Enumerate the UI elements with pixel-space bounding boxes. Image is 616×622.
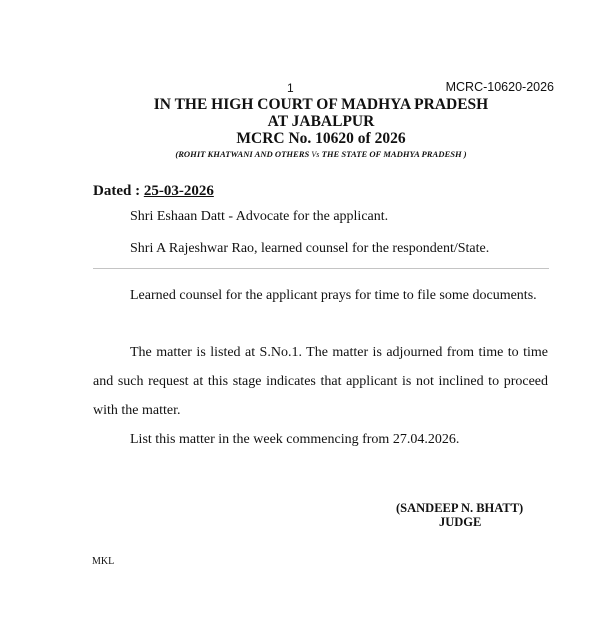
appearance-respondent: Shri A Rajeshwar Rao, learned counsel for the respondent/State. — [130, 241, 490, 256]
court-name: IN THE HIGH COURT OF MADHYA PRADESH — [153, 96, 489, 113]
appearance-applicant: Shri Eshaan Datt - Advocate for the applicant. — [130, 209, 389, 224]
parties-versus: Vs — [311, 150, 320, 159]
parties-line — [0, 149, 616, 159]
case-number: MCRC No. 10620 of 2026 — [236, 130, 406, 147]
order-paragraph: Learned counsel for the applicant prays for time to file some documents. — [130, 288, 537, 303]
page-number: 1 — [287, 81, 294, 95]
parties-petitioner: (ROHIT KHATWANI AND OTHERS — [175, 149, 312, 159]
order-paragraph: The matter is listed at S.No.1. The matter is adjourned from time to time and such request at this stage indicates that applicant is not inclined to proceed with the matter. — [93, 345, 548, 418]
divider — [93, 268, 549, 269]
judge-title: JUDGE — [439, 515, 482, 529]
dated-label: Dated : — [93, 183, 144, 199]
order-date: 25-03-2026 — [143, 183, 214, 199]
case-reference: MCRC-10620-2026 — [445, 80, 554, 94]
order-paragraph: List this matter in the week commencing from 27.04.2026. — [130, 432, 460, 447]
order-date-line — [93, 183, 214, 200]
typist-initials: MKL — [92, 556, 115, 567]
parties-respondent: THE STATE OF MADHYA PRADESH ) — [319, 149, 467, 159]
bench-location: AT JABALPUR — [267, 113, 375, 130]
judge-name: (SANDEEP N. BHATT) — [396, 501, 524, 515]
